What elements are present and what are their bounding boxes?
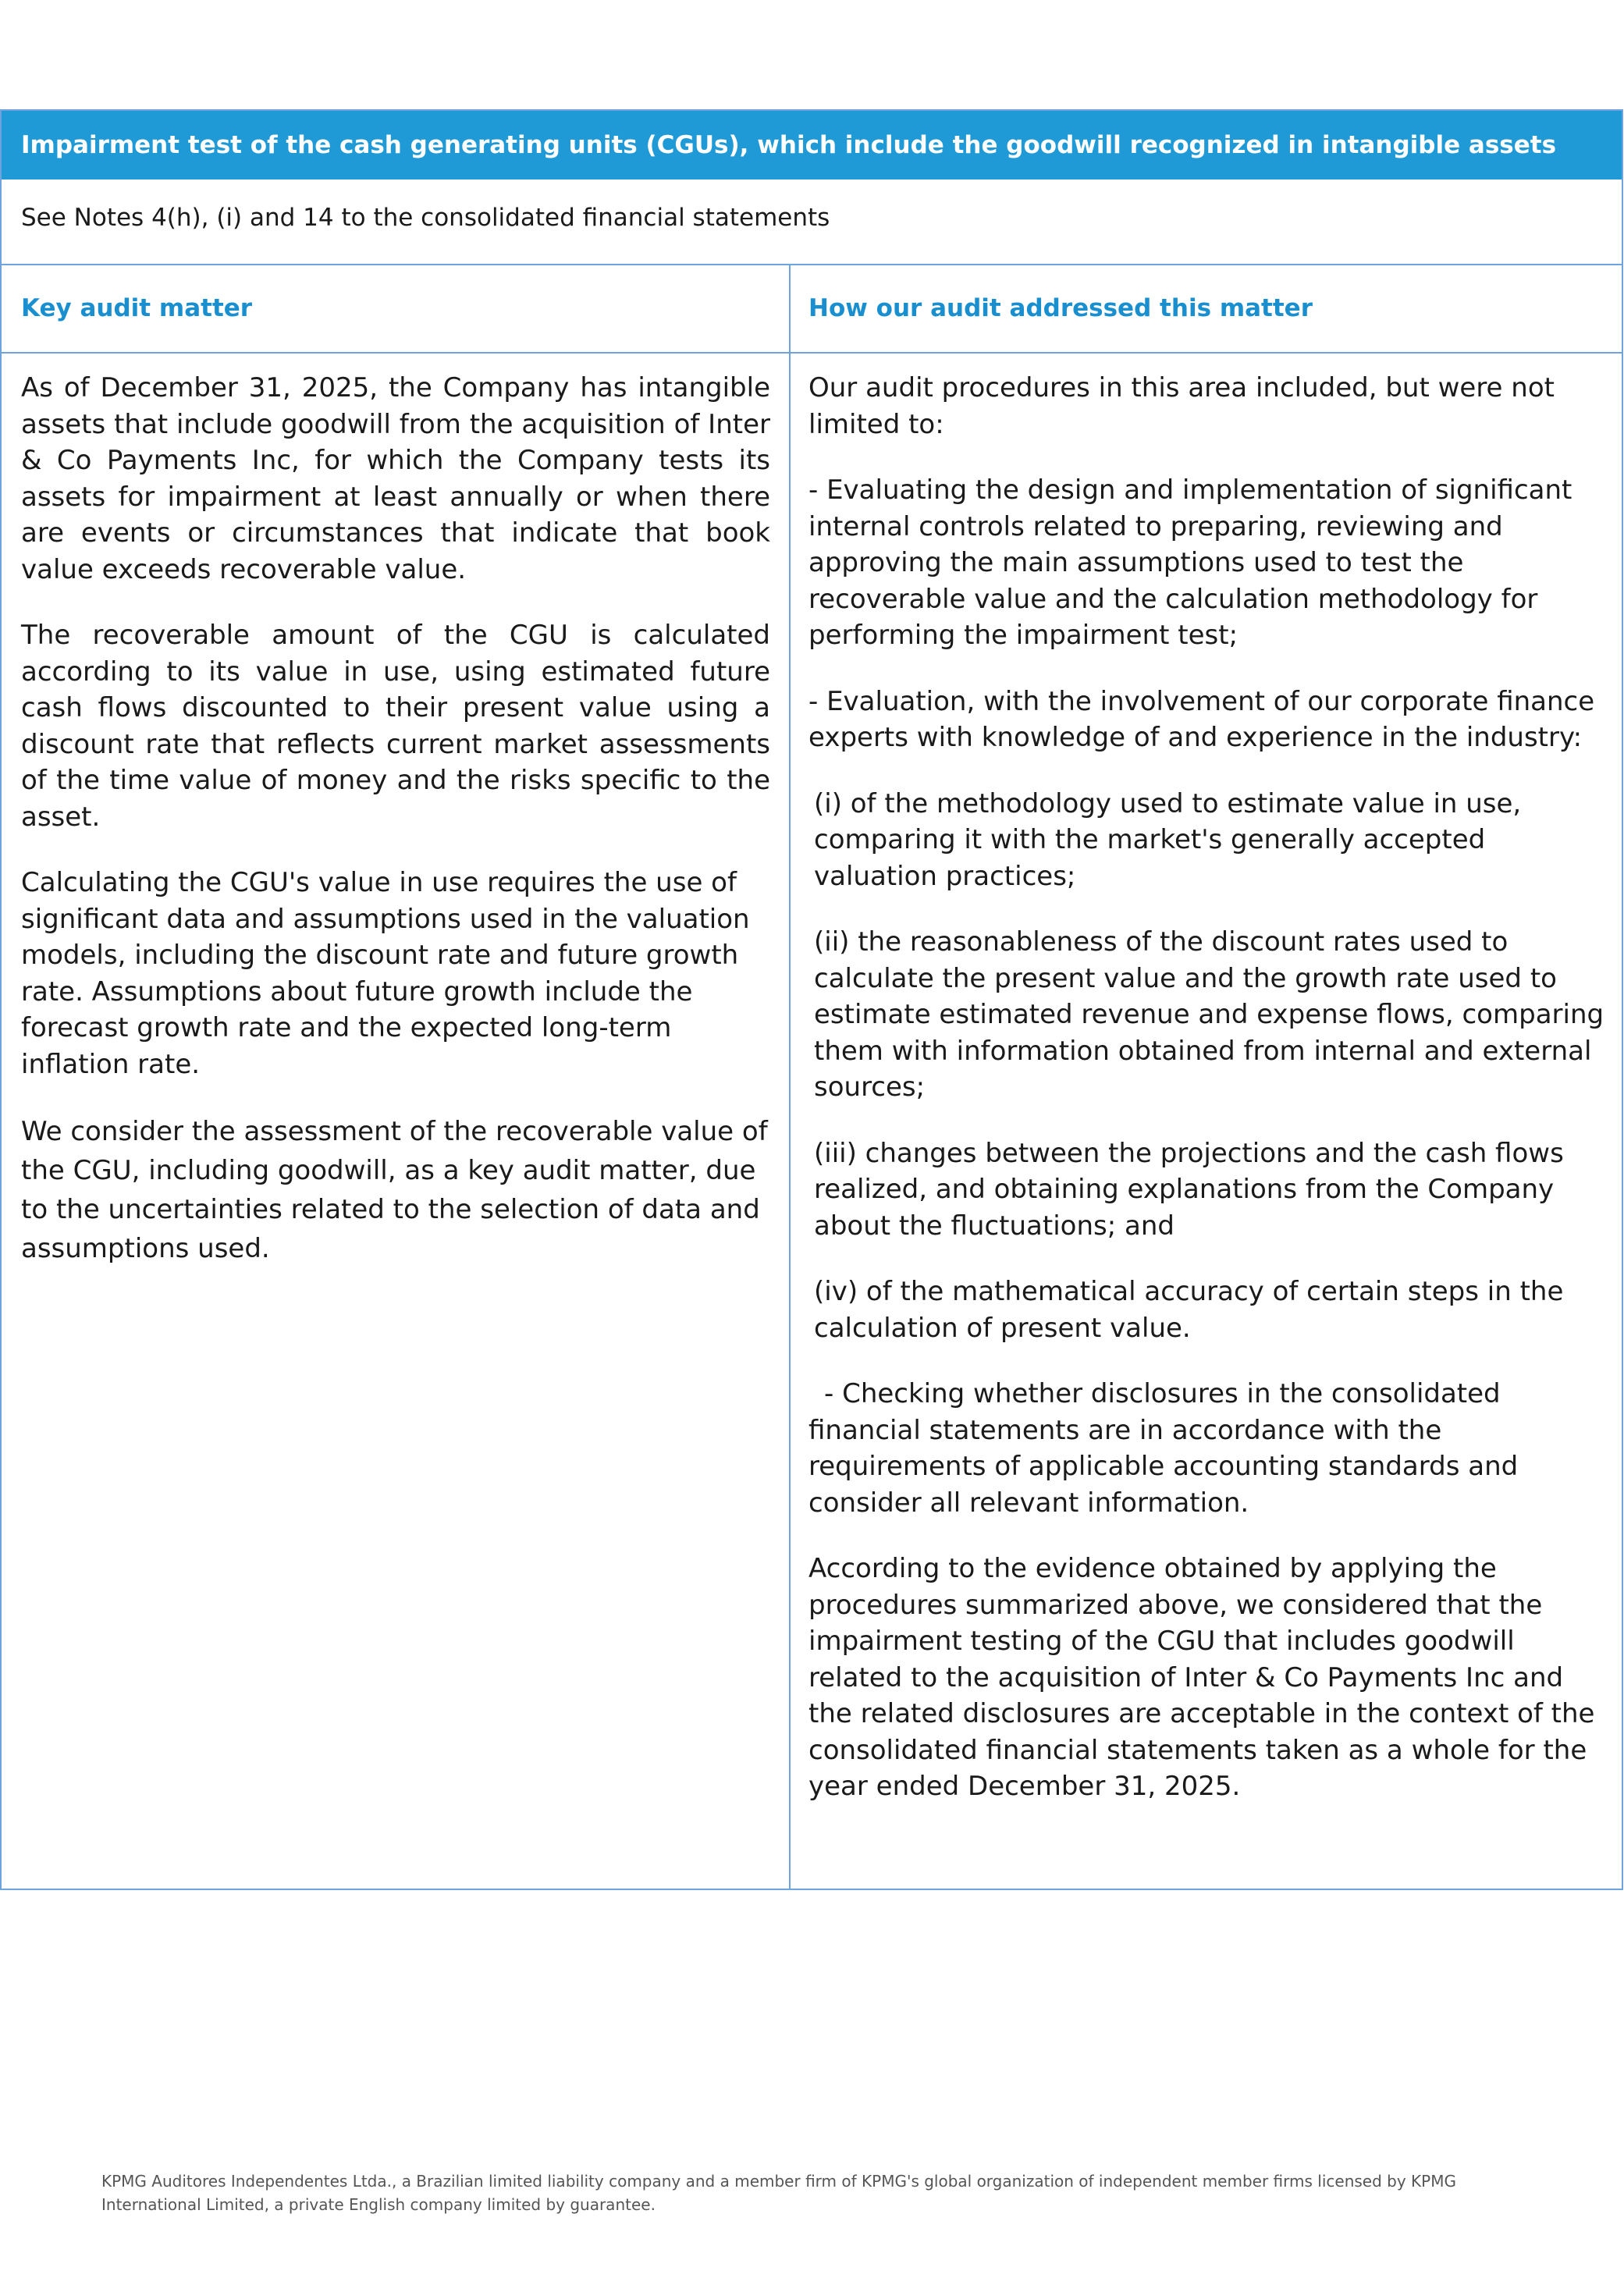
right-paragraph: - Checking whether disclosures in the consolidated financial statements are in accordance with the requirements of applicable accounting standards and consider all relevant information. <box>808 1378 1519 1519</box>
key-audit-matter-table <box>0 109 1623 1890</box>
right-subitem: (iii) changes between the projections and the cash flows realized, and obtaining explanations from the Company about the fluctuations; and <box>814 1137 1564 1242</box>
right-subitem: (iv) of the mathematical accuracy of certain steps in the calculation of present value. <box>814 1276 1564 1344</box>
header-key-audit-matter: Key audit matter <box>21 294 253 322</box>
notes-reference: See Notes 4(h), (i) and 14 to the consolidated financial statements <box>2 179 1622 265</box>
right-subitem: (i) of the methodology used to estimate value in use, comparing it with the market's generally accepted valuation practices; <box>814 787 1522 892</box>
right-paragraph: According to the evidence obtained by applying the procedures summarized above, we considered that the impairment testing of the CGU that includes goodwill related to the acquisition of Inter & Co Payments Inc and the related disclosures are acceptable in the context of the consolidated financial statements taken as a whole for the year ended December 31, 2025. <box>808 1553 1595 1802</box>
left-paragraph: Calculating the CGU's value in use requires the use of significant data and assumptions used in the valuation models, including the discount rate and future growth rate. Assumptions about future growth include the forecast growth rate and the expected long-term inflation rate. <box>21 867 750 1080</box>
key-audit-matter-text <box>21 370 770 1298</box>
column-divider <box>789 265 791 1889</box>
table-columns <box>2 265 1622 1889</box>
right-subitem: (ii) the reasonableness of the discount rates used to calculate the present value and the growth rate used to estimate estimated revenue and expense flows, comparing them with information obtained from internal and external sources; <box>814 926 1604 1103</box>
left-paragraph: We consider the assessment of the recoverable value of the CGU, including goodwill, as a key audit matter, due to the uncertainties related to the selection of data and assumptions used. <box>21 1116 768 1264</box>
right-paragraph: - Evaluation, with the involvement of our corporate finance experts with knowledge of and experience in the industry: <box>808 685 1595 753</box>
left-paragraph: The recoverable amount of the CGU is calculated according to its value in use, using estimated future cash flows discounted to their present value using a discount rate that reflects current market assessments of the time value of money and the risks specific to the asset. <box>21 620 770 833</box>
right-paragraph: Our audit procedures in this area included, but were not limited to: <box>808 372 1555 440</box>
right-paragraph: - Evaluating the design and implementation of significant internal controls related to preparing, reviewing and approving the main assumptions used to test the recoverable value and the calculation methodology for performing the impairment test; <box>808 474 1572 651</box>
footer-legal-text: KPMG Auditores Independentes Ltda., a Brazilian limited liability company and a member firm of KPMG's global organization of independent member firms licensed by KPMG International Limited, a private English company limited by guarantee. <box>101 2172 1456 2214</box>
header-how-addressed: How our audit addressed this matter <box>808 294 1313 322</box>
column-header-row <box>2 265 1622 354</box>
left-paragraph: As of December 31, 2025, the Company has intangible assets that include goodwill from the acquisition of Inter & Co Payments Inc, for which the Company tests its assets for impairment at least annually or when there are events or circumstances that indicate that book value exceeds recoverable value. <box>21 372 770 585</box>
audit-response-text <box>808 370 1604 1835</box>
table-title: Impairment test of the cash generating units (CGUs), which include the goodwill recognized in intangible assets <box>2 111 1622 179</box>
